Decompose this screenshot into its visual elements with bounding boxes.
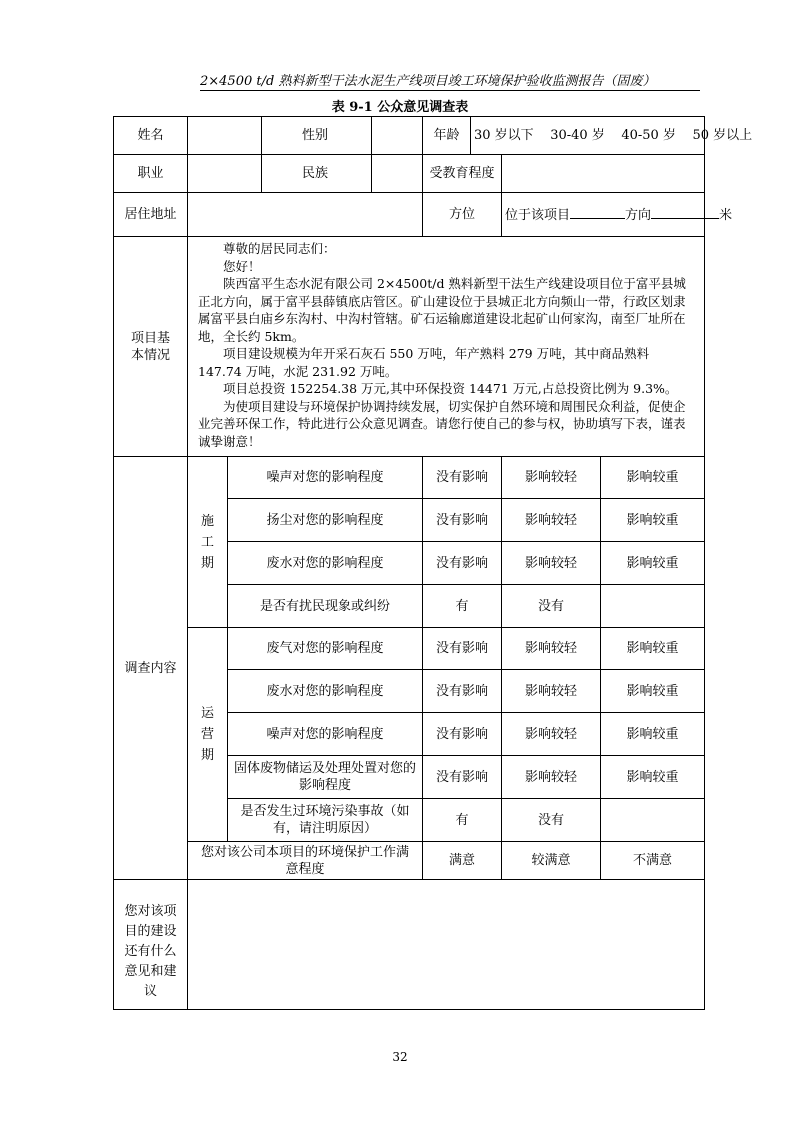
question: 固体废物储运及处理处置对您的影响程度 <box>228 756 423 799</box>
intro-p1: 陕西富平生态水泥有限公司 2×4500t/d 熟料新型干法生产线建设项目位于富平县城正北方向，属于富平县薛镇底店管区。矿山建设位于县城正北方向频山一带，行政区划隶属富平县白庙乡东沟村、中沟村管辖。矿石运输廊道建设北起矿山何家沟，南至厂址所在地，全长约 5km。 <box>198 276 686 344</box>
ethnicity-input-cell[interactable] <box>372 155 423 193</box>
question: 扬尘对您的影响程度 <box>228 499 423 542</box>
survey-content-label: 调查内容 <box>114 457 188 880</box>
age-options[interactable]: 30 岁以下 30-40 岁 40-50 岁 50 岁以上 <box>471 117 705 155</box>
option-c[interactable]: 影响较重 <box>601 628 705 670</box>
page-number: 32 <box>392 1050 408 1064</box>
name-input-cell[interactable] <box>188 117 262 155</box>
survey-table <box>113 116 753 1010</box>
option-b[interactable]: 没有 <box>502 585 601 628</box>
blank-line[interactable] <box>570 206 625 219</box>
row-satisfaction <box>114 842 705 880</box>
intro-p2: 项目建设规模为年开采石灰石 550 万吨，年产熟料 279 万吨，其中商品熟料 147.74 万吨，水泥 231.92 万吨。 <box>198 346 650 379</box>
satisfaction-option-b[interactable]: 较满意 <box>502 842 601 880</box>
satisfaction-question: 您对该公司本项目的环境保护工作满意程度 <box>188 842 423 880</box>
option-c[interactable] <box>601 585 705 628</box>
option-a[interactable]: 没有影响 <box>423 499 502 542</box>
option-a[interactable]: 没有影响 <box>423 756 502 799</box>
row-occupation <box>114 155 705 193</box>
table-row <box>114 628 705 670</box>
option-c[interactable]: 影响较重 <box>601 457 705 499</box>
table-row <box>114 457 705 499</box>
name-label: 姓名 <box>114 117 188 155</box>
direction-label: 方位 <box>423 193 502 237</box>
option-a[interactable]: 没有影响 <box>423 457 502 499</box>
education-input-cell[interactable] <box>502 155 705 193</box>
age-label: 年龄 <box>423 117 471 155</box>
page-header: 2×4500 t/d 熟料新型干法水泥生产线项目竣工环境保护验收监测报告（固废） <box>200 73 700 91</box>
project-intro <box>188 237 705 457</box>
direction-fill-c: 米 <box>719 207 733 223</box>
option-b[interactable]: 影响较轻 <box>502 542 601 585</box>
row-project-info <box>114 237 705 457</box>
other-opinions-input[interactable] <box>188 880 705 1010</box>
option-a[interactable]: 没有影响 <box>423 542 502 585</box>
operation-period-label: 运 营 期 <box>188 628 228 842</box>
option-c[interactable]: 影响较重 <box>601 756 705 799</box>
other-opinions-label: 您对该项目的建设还有什么意见和建议 <box>114 880 188 1010</box>
row-name <box>114 117 705 155</box>
option-a[interactable]: 有 <box>423 799 502 842</box>
occupation-input-cell[interactable] <box>188 155 262 193</box>
satisfaction-option-c[interactable]: 不满意 <box>601 842 705 880</box>
option-b[interactable]: 影响较轻 <box>502 670 601 713</box>
project-info-label: 项目基本情况 <box>114 237 188 457</box>
table-title: 表 9-1 公众意见调查表 <box>331 100 469 115</box>
construction-period-label: 施 工 期 <box>188 457 228 628</box>
intro-greeting: 尊敬的居民同志们： <box>223 241 336 256</box>
option-b[interactable]: 影响较轻 <box>502 457 601 499</box>
gender-input-cell[interactable] <box>372 117 423 155</box>
row-other-opinions <box>114 880 705 1010</box>
address-input-cell[interactable] <box>188 193 423 237</box>
question: 废气对您的影响程度 <box>228 628 423 670</box>
satisfaction-option-a[interactable]: 满意 <box>423 842 502 880</box>
option-b[interactable]: 没有 <box>502 799 601 842</box>
question: 是否发生过环境污染事故（如有，请注明原因） <box>228 799 423 842</box>
option-a[interactable]: 没有影响 <box>423 628 502 670</box>
direction-fill-b: 方向 <box>625 207 652 223</box>
option-c[interactable]: 影响较重 <box>601 713 705 756</box>
option-b[interactable]: 影响较轻 <box>502 713 601 756</box>
question: 是否有扰民现象或纠纷 <box>228 585 423 628</box>
option-c[interactable]: 影响较重 <box>601 542 705 585</box>
intro-p4: 为使项目建设与环境保护协调持续发展，切实保护自然环境和周围民众利益，促使企业完善环保工作，特此进行公众意见调查。请您行使自己的参与权，协助填写下表，谨表诚挚谢意！ <box>198 398 686 449</box>
option-b[interactable]: 影响较轻 <box>502 756 601 799</box>
option-c[interactable] <box>601 799 705 842</box>
question: 噪声对您的影响程度 <box>228 713 423 756</box>
occupation-label: 职业 <box>114 155 188 193</box>
ethnicity-label: 民族 <box>262 155 372 193</box>
question: 废水对您的影响程度 <box>228 542 423 585</box>
option-a[interactable]: 没有影响 <box>423 670 502 713</box>
address-label: 居住地址 <box>114 193 188 237</box>
direction-fill-a: 位于该项目 <box>505 207 571 223</box>
intro-p3: 项目总投资 152254.38 万元,其中环保投资 14471 万元,占总投资比例为 9.3%。 <box>223 381 678 396</box>
option-a[interactable]: 没有影响 <box>423 713 502 756</box>
option-c[interactable]: 影响较重 <box>601 499 705 542</box>
option-c[interactable]: 影响较重 <box>601 670 705 713</box>
option-a[interactable]: 有 <box>423 585 502 628</box>
gender-label: 性别 <box>262 117 372 155</box>
option-b[interactable]: 影响较轻 <box>502 628 601 670</box>
blank-line[interactable] <box>651 206 719 219</box>
education-label: 受教育程度 <box>423 155 502 193</box>
intro-hello: 您好！ <box>223 258 261 274</box>
row-address <box>114 193 705 237</box>
question: 废水对您的影响程度 <box>228 670 423 713</box>
question: 噪声对您的影响程度 <box>228 457 423 499</box>
option-b[interactable]: 影响较轻 <box>502 499 601 542</box>
direction-fill[interactable] <box>502 193 733 237</box>
